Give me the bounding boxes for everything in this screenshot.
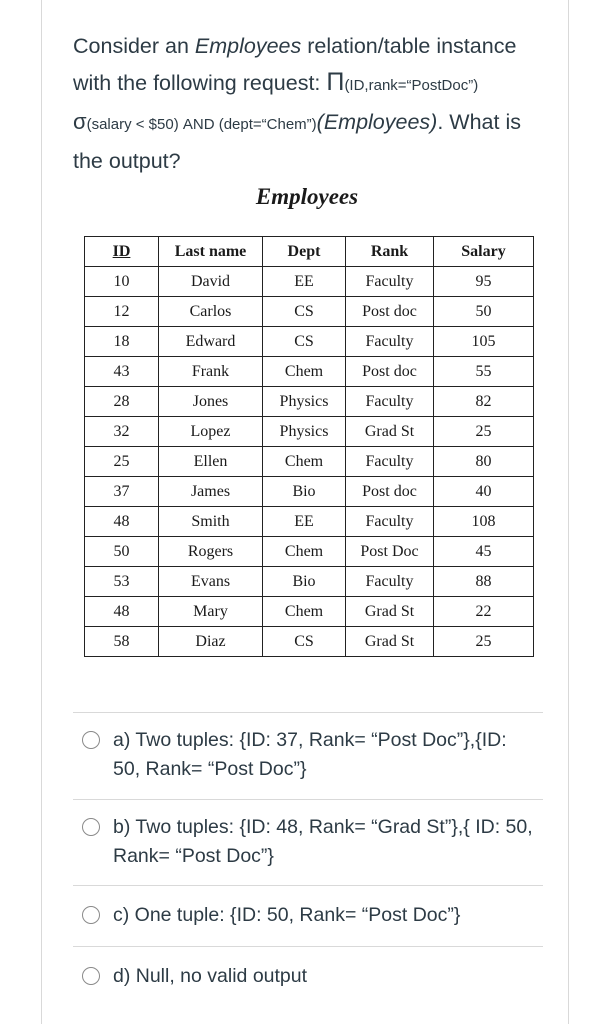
option-divider bbox=[73, 712, 543, 713]
header-salary: Salary bbox=[434, 237, 534, 267]
selection-subscript: (salary < $50) AND (dept=“Chem”) bbox=[86, 116, 317, 133]
cell-salary: 105 bbox=[434, 327, 534, 357]
cell-id: 37 bbox=[85, 477, 159, 507]
cell-salary: 108 bbox=[434, 507, 534, 537]
cell-dept: EE bbox=[263, 507, 346, 537]
cell-salary: 55 bbox=[434, 357, 534, 387]
cell-salary: 25 bbox=[434, 627, 534, 657]
cell-salary: 80 bbox=[434, 447, 534, 477]
table-row bbox=[85, 387, 534, 417]
projection-symbol: Π bbox=[326, 68, 345, 96]
cell-rank: Grad St bbox=[346, 627, 434, 657]
cell-dept: Chem bbox=[263, 357, 346, 387]
cell-rank: Faculty bbox=[346, 567, 434, 597]
cell-salary: 82 bbox=[434, 387, 534, 417]
cell-rank: Grad St bbox=[346, 597, 434, 627]
cell-dept: Chem bbox=[263, 597, 346, 627]
cell-salary: 88 bbox=[434, 567, 534, 597]
table-row bbox=[85, 327, 534, 357]
cell-id: 12 bbox=[85, 297, 159, 327]
option-c-label: c) One tuple: {ID: 50, Rank= “Post Doc”} bbox=[113, 904, 461, 926]
header-rank: Rank bbox=[346, 237, 434, 267]
table-row bbox=[85, 567, 534, 597]
option-a-label: a) Two tuples: {ID: 37, Rank= “Post Doc”},{ID: 50, Rank= “Post Doc”} bbox=[113, 729, 507, 780]
cell-salary: 45 bbox=[434, 537, 534, 567]
cell-rank: Faculty bbox=[346, 507, 434, 537]
cell-id: 50 bbox=[85, 537, 159, 567]
cell-dept: CS bbox=[263, 327, 346, 357]
table-row bbox=[85, 477, 534, 507]
table-row bbox=[85, 537, 534, 567]
question-request: relation/table instance with the following request: bbox=[73, 34, 517, 95]
cell-id: 48 bbox=[85, 597, 159, 627]
cell-last-name: Frank bbox=[159, 357, 263, 387]
radio-button-b[interactable] bbox=[82, 818, 100, 836]
cell-dept: Chem bbox=[263, 447, 346, 477]
cell-rank: Post doc bbox=[346, 297, 434, 327]
cell-last-name: Ellen bbox=[159, 447, 263, 477]
selection-symbol: σ bbox=[73, 109, 87, 134]
cell-salary: 22 bbox=[434, 597, 534, 627]
option-divider bbox=[73, 885, 543, 886]
cell-id: 28 bbox=[85, 387, 159, 417]
option-d-label: d) Null, no valid output bbox=[113, 965, 308, 987]
cell-salary: 50 bbox=[434, 297, 534, 327]
table-row bbox=[85, 267, 534, 297]
table-header-row bbox=[85, 237, 534, 267]
cell-last-name: Edward bbox=[159, 327, 263, 357]
radio-button-c[interactable] bbox=[82, 906, 100, 924]
header-id: ID bbox=[85, 237, 159, 267]
cell-last-name: Jones bbox=[159, 387, 263, 417]
radio-button-a[interactable] bbox=[82, 731, 100, 749]
cell-rank: Post doc bbox=[346, 357, 434, 387]
header-last-name: Last name bbox=[159, 237, 263, 267]
employees-table bbox=[84, 236, 534, 657]
cell-last-name: Lopez bbox=[159, 417, 263, 447]
header-dept: Dept bbox=[263, 237, 346, 267]
cell-rank: Post doc bbox=[346, 477, 434, 507]
relation-argument: (Employees) bbox=[316, 110, 438, 134]
option-divider bbox=[73, 799, 543, 800]
cell-last-name: Diaz bbox=[159, 627, 263, 657]
cell-dept: Physics bbox=[263, 387, 346, 417]
table-row bbox=[85, 417, 534, 447]
cell-dept: EE bbox=[263, 267, 346, 297]
cell-id: 18 bbox=[85, 327, 159, 357]
cell-dept: Bio bbox=[263, 567, 346, 597]
cell-rank: Faculty bbox=[346, 327, 434, 357]
cell-id: 53 bbox=[85, 567, 159, 597]
cell-id: 43 bbox=[85, 357, 159, 387]
table-row bbox=[85, 357, 534, 387]
cell-last-name: Evans bbox=[159, 567, 263, 597]
cell-dept: CS bbox=[263, 627, 346, 657]
cell-salary: 95 bbox=[434, 267, 534, 297]
question-ending: . What is the output? bbox=[73, 110, 521, 173]
cell-last-name: Rogers bbox=[159, 537, 263, 567]
table-row bbox=[85, 597, 534, 627]
cell-id: 32 bbox=[85, 417, 159, 447]
relation-name: Employees bbox=[194, 34, 302, 58]
projection-subscript: (ID,rank=“PostDoc”) bbox=[344, 77, 479, 94]
cell-id: 25 bbox=[85, 447, 159, 477]
cell-last-name: James bbox=[159, 477, 263, 507]
option-divider bbox=[73, 946, 543, 947]
cell-dept: Bio bbox=[263, 477, 346, 507]
cell-last-name: David bbox=[159, 267, 263, 297]
option-b-label: b) Two tuples: {ID: 48, Rank= “Grad St”},{ ID: 50, Rank= “Post Doc”} bbox=[113, 816, 533, 867]
cell-dept: Physics bbox=[263, 417, 346, 447]
cell-id: 48 bbox=[85, 507, 159, 537]
table-row bbox=[85, 447, 534, 477]
table-row bbox=[85, 627, 534, 657]
cell-rank: Grad St bbox=[346, 417, 434, 447]
cell-last-name: Mary bbox=[159, 597, 263, 627]
cell-id: 58 bbox=[85, 627, 159, 657]
cell-rank: Faculty bbox=[346, 387, 434, 417]
question-text bbox=[73, 28, 553, 179]
cell-rank: Post Doc bbox=[346, 537, 434, 567]
cell-rank: Faculty bbox=[346, 267, 434, 297]
radio-button-d[interactable] bbox=[82, 967, 100, 985]
question-intro: Consider an bbox=[73, 34, 195, 58]
cell-dept: CS bbox=[263, 297, 346, 327]
cell-last-name: Carlos bbox=[159, 297, 263, 327]
table-row bbox=[85, 297, 534, 327]
cell-last-name: Smith bbox=[159, 507, 263, 537]
cell-id: 10 bbox=[85, 267, 159, 297]
cell-dept: Chem bbox=[263, 537, 346, 567]
cell-salary: 25 bbox=[434, 417, 534, 447]
cell-rank: Faculty bbox=[346, 447, 434, 477]
table-caption: Employees bbox=[255, 184, 359, 209]
table-row bbox=[85, 507, 534, 537]
cell-salary: 40 bbox=[434, 477, 534, 507]
